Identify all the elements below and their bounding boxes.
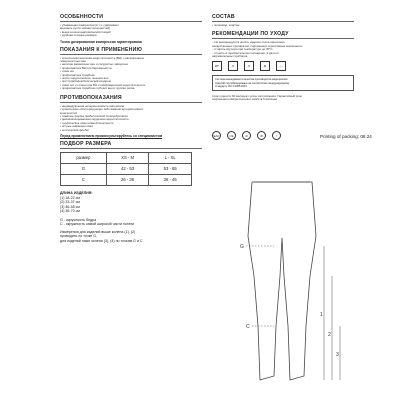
size-title: ПОДБОР РАЗМЕРА xyxy=(60,141,202,149)
legend-m1: Измерения для изделий выше колена (1), (2) xyxy=(60,229,136,234)
table-row xyxy=(61,152,192,163)
label-2: 2 xyxy=(328,332,331,338)
printing-date: Printing of packing: 08.24 xyxy=(320,134,372,139)
length-title: ДЛИНА ИЗДЕЛИЯ: xyxy=(60,190,93,195)
marking-icons xyxy=(212,131,281,140)
size-cell: 53 - 65 xyxy=(149,163,192,174)
care-icons xyxy=(212,61,354,71)
no-dry-clean-icon: ⊗ xyxy=(260,61,270,71)
indications-text: • хроническая венозная недостаточность (ВН) с расширением поверхностных вен • наличие варикозных вен и сосудистых звёздочек • профилактика ВН при беременности • отёки ног • профилактика тромбоза • после хирургического лечения вен • посттромбофлебитический синдром • отёки ног и голени при ВН и лимфовенозной недостаточности • профилактика тромбоза глубоких вен в группах риска xyxy=(60,56,146,91)
left-column xyxy=(60,14,202,243)
length-item: (1) 18-22 см xyxy=(60,195,80,200)
contra-note: Перед применением проконсультируйтесь со специалистом xyxy=(60,133,163,138)
size-table xyxy=(60,152,192,186)
size-cell: 42 - 53 xyxy=(106,163,149,174)
latex-free-icon: ⊘ xyxy=(242,131,251,140)
length-item: (3) 46-48 см xyxy=(60,204,80,209)
leggings-outline-icon xyxy=(248,182,316,380)
legend-m2: проводить по точке G, xyxy=(60,234,98,239)
measure-legend xyxy=(60,218,202,243)
composition-text: • полиамид, эластан xyxy=(212,23,240,27)
recycle-icon: ♻ xyxy=(257,131,266,140)
right-column xyxy=(212,14,354,102)
eac-mark-icon: EAC xyxy=(212,131,221,140)
legend-m3: для изделий ниже колена (3), (4) по точкам G и С xyxy=(60,238,143,243)
warranty-text: Срок годности 60 месяцев с даты изготовления. Гарантийный срок сохранения компрессионных свойств 6 месяцев. xyxy=(212,94,302,102)
length-item: (4) 36-70 см xyxy=(60,209,80,214)
contra-text: • индивидуальная непереносимость материала • хронические облитерирующие заболевания артерий нижних конечностей • тяжёлые формы диабетической полинейропатии • декомпенсированная сердечная недостаточность • трофические язвы нижней конечности • острые инфекции кожи • септический флебит xyxy=(60,104,144,132)
features-title: ОСОБЕННОСТИ xyxy=(60,14,202,22)
composition-title: СОСТАВ xyxy=(212,14,354,22)
size-cell: G xyxy=(61,163,107,174)
indications-title: ПОКАЗАНИЯ К ПРИМЕНЕНИЮ xyxy=(60,47,202,55)
size-cell: C xyxy=(61,174,107,185)
contra-title: ПРОТИВОПОКАЗАНИЯ xyxy=(60,95,202,103)
legend-c: С - окружность самой широкой части голени xyxy=(60,222,135,227)
label-1: 1 xyxy=(320,312,323,318)
size-cell: 26 - 36 xyxy=(106,174,149,185)
legend-g: G - окружность бедра xyxy=(60,217,97,222)
size-header-cell: L - XL xyxy=(149,152,192,163)
care-text: – Не рекомендуется носить изделие после нанесения лекарственных препаратов, содержащих агрессивные компоненты. – Стирать вручную при температуре до 30°С. – Сушить в горизонтальном положении, в дали от нагревательных приборов. xyxy=(212,41,304,59)
label-g: G xyxy=(240,244,244,250)
table-row xyxy=(61,174,192,185)
info-icon: i xyxy=(272,131,281,140)
leggings-diagram xyxy=(212,176,352,392)
size-header-cell: размер xyxy=(61,152,107,163)
hand-wash-icon: 30° xyxy=(212,61,222,71)
features-note: Точно дозированная компрессия гарантирована xyxy=(60,39,142,44)
ce-mark-icon: CE xyxy=(227,131,236,140)
care-title: РЕКОМЕНДАЦИИ ПО УХОДУ xyxy=(212,31,354,39)
label-3: 3 xyxy=(336,352,339,358)
features-text: • убывающая компрессия (в т.ч. сдавливает венозное русло нижних конечностей) • выше колена анатомический покрой • удобная посадка размера xyxy=(60,24,119,38)
label-c: C xyxy=(246,324,250,330)
flat-dry-icon: — xyxy=(276,61,286,71)
no-iron-icon: ✕ xyxy=(244,61,254,71)
size-header-cell: XS - M xyxy=(106,152,149,163)
table-row xyxy=(61,163,192,174)
size-cell: 36 - 45 xyxy=(149,174,192,185)
length-block xyxy=(60,191,202,214)
length-item: (2) 33-37 см xyxy=(60,200,80,205)
no-bleach-icon: ✕ xyxy=(228,61,238,71)
certification-box: Система менеджмента качества производства медицинских изделий сертифицирована на соответствие международному стандарту ISO 13485:2016. xyxy=(212,75,354,90)
